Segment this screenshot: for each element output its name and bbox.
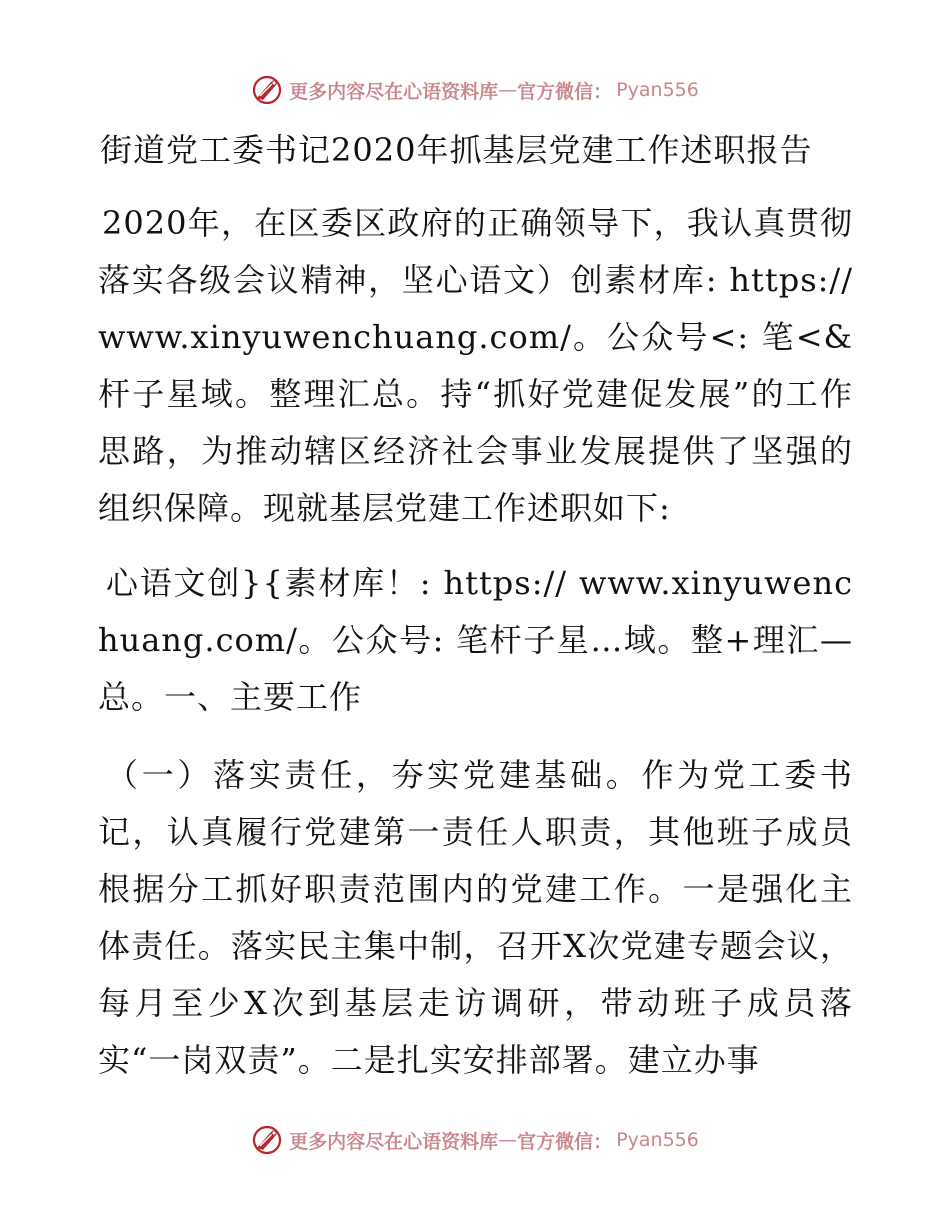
header-watermark-banner (0, 70, 950, 110)
banner-official-label: 官方微信： (517, 80, 613, 103)
document-title: 街道党工委书记2020年抓基层党建工作述职报告 (100, 131, 813, 169)
banner-separator: — (498, 79, 518, 101)
banner-account: Pyan556 (616, 79, 699, 101)
banner-account: Pyan556 (616, 1129, 699, 1151)
banner-brand-text: 更多内容尽在心语资料库 (289, 1130, 499, 1153)
pen-nib-logo-icon (251, 1124, 283, 1156)
body-paragraph: 2020年，在区委区政府的正确领导下，我认真贯彻落实各级会议精神，坚心语文）创素材库: https://www.xinyuwenchuang.com/。公众号<: 笔<&杆子星域。整理汇总。持“抓好党建促发展”的工作思路，为推动辖区经济社会事业发展提供了坚强的组织保障。现就基层党建工作述职如下: (98, 204, 853, 527)
banner-official-label: 官方微信： (517, 1130, 613, 1153)
banner-brand-text: 更多内容尽在心语资料库 (289, 80, 499, 103)
body-paragraph: 心语文创}{素材库！: https:// www.xinyuwenchuang.com/。公众号: 笔杆子星…域。整+理汇—总。一、主要工作 (98, 564, 853, 716)
body-paragraph: （一）落实责任，夯实党建基础。作为党工委书记，认真履行党建第一责任人职责，其他班子成员根据分工抓好职责范围内的党建工作。一是强化主体责任。落实民主集中制，召开X次党建专题会议，每月至少X次到基层走访调研，带动班子成员落实“一岗双责”。二是扎实安排部署。建立办事 (98, 756, 853, 1079)
footer-watermark-banner (0, 1120, 950, 1160)
pen-nib-logo-icon (251, 74, 283, 106)
banner-separator: — (498, 1129, 518, 1151)
